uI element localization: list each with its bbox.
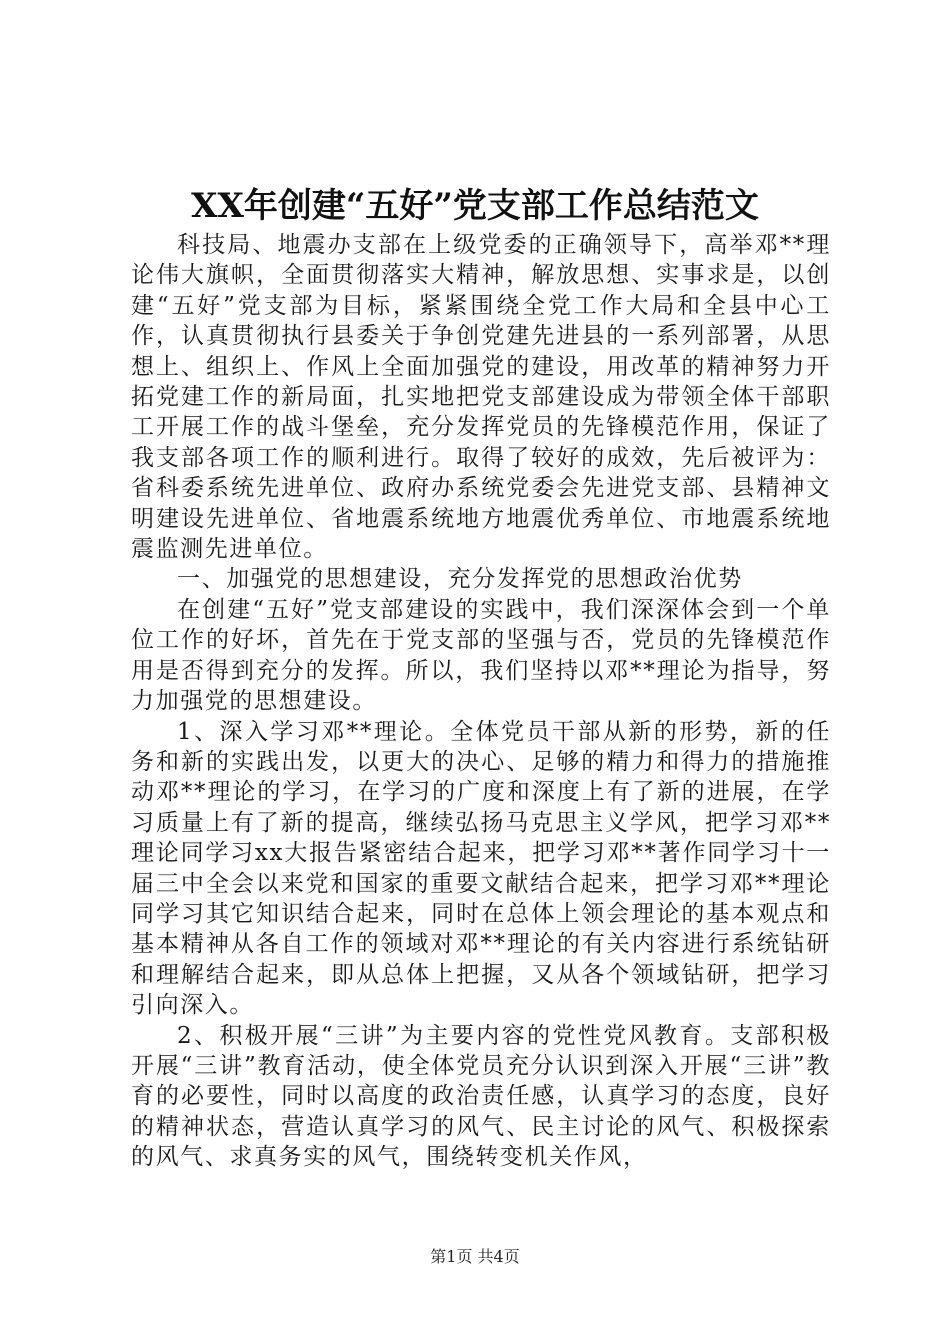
- document-body: [131, 230, 831, 1173]
- page-footer: 第1页 共4页: [430, 1247, 520, 1266]
- document-title: XX年创建“五好”党支部工作总结范文: [191, 186, 759, 226]
- paragraph-practice: 在创建“五好”党支部建设的实践中，我们深深体会到一个单位工作的好坏，首先在于党支部的坚强与否，党员的先锋模范作用是否得到充分的发挥。所以，我们坚持以邓**理论为指导，努力加强党的思想建设。: [131, 596, 831, 715]
- section-heading-1: 一、加强党的思想建设，充分发挥党的思想政治优势: [177, 566, 743, 593]
- paragraph-item-2: 2、积极开展“三讲”为主要内容的党性党风教育。支部积极开展“三讲”教育活动，使全体党员充分认识到深入开展“三讲”教育的必要性，同时以高度的政治责任感，认真学习的态度，良好的精神状态，营造认真学习的风气、民主讨论的风气、积极探索的风气、求真务实的风气，围绕转变机关作风，: [131, 1022, 831, 1171]
- paragraph-intro: 科技局、地震办支部在上级党委的正确领导下，高举邓**理论伟大旗帜，全面贯彻落实大精神，解放思想、实事求是，以创建“五好”党支部为目标，紧紧围绕全党工作大局和全县中心工作，认真贯彻执行县委关于争创党建先进县的一系列部署，从思想上、组织上、作风上全面加强党的建设，用改革的精神努力开拓党建工作的新局面，扎实地把党支部建设成为带领全体干部职工开展工作的战斗堡垒，充分发挥党员的先锋模范作用，保证了我支部各项工作的顺利进行。取得了较好的成效，先后被评为：省科委系统先进单位、政府办系统党委会先进党支部、县精神文明建设先进单位、省地震系统地方地震优秀单位、市地震系统地震监测先进单位。: [131, 232, 831, 563]
- paragraph-item-1: 1、深入学习邓**理论。全体党员干部从新的形势，新的任务和新的实践出发，以更大的决心、足够的精力和得力的措施推动邓**理论的学习，在学习的广度和深度上有了新的进展，在学习质量上有了新的提高，继续弘扬马克思主义学风，把学习邓**理论同学习xx大报告紧密结合起来，把学习邓**著作同学习十一届三中全会以来党和国家的重要文献结合起来，把学习邓**理论同学习其它知识结合起来，同时在总体上领会理论的基本观点和基本精神从各自工作的领域对邓**理论的有关内容进行系统钻研和理解结合起来，即从总体上把握，又从各个领域钻研，把学习引向深入。: [131, 718, 831, 1019]
